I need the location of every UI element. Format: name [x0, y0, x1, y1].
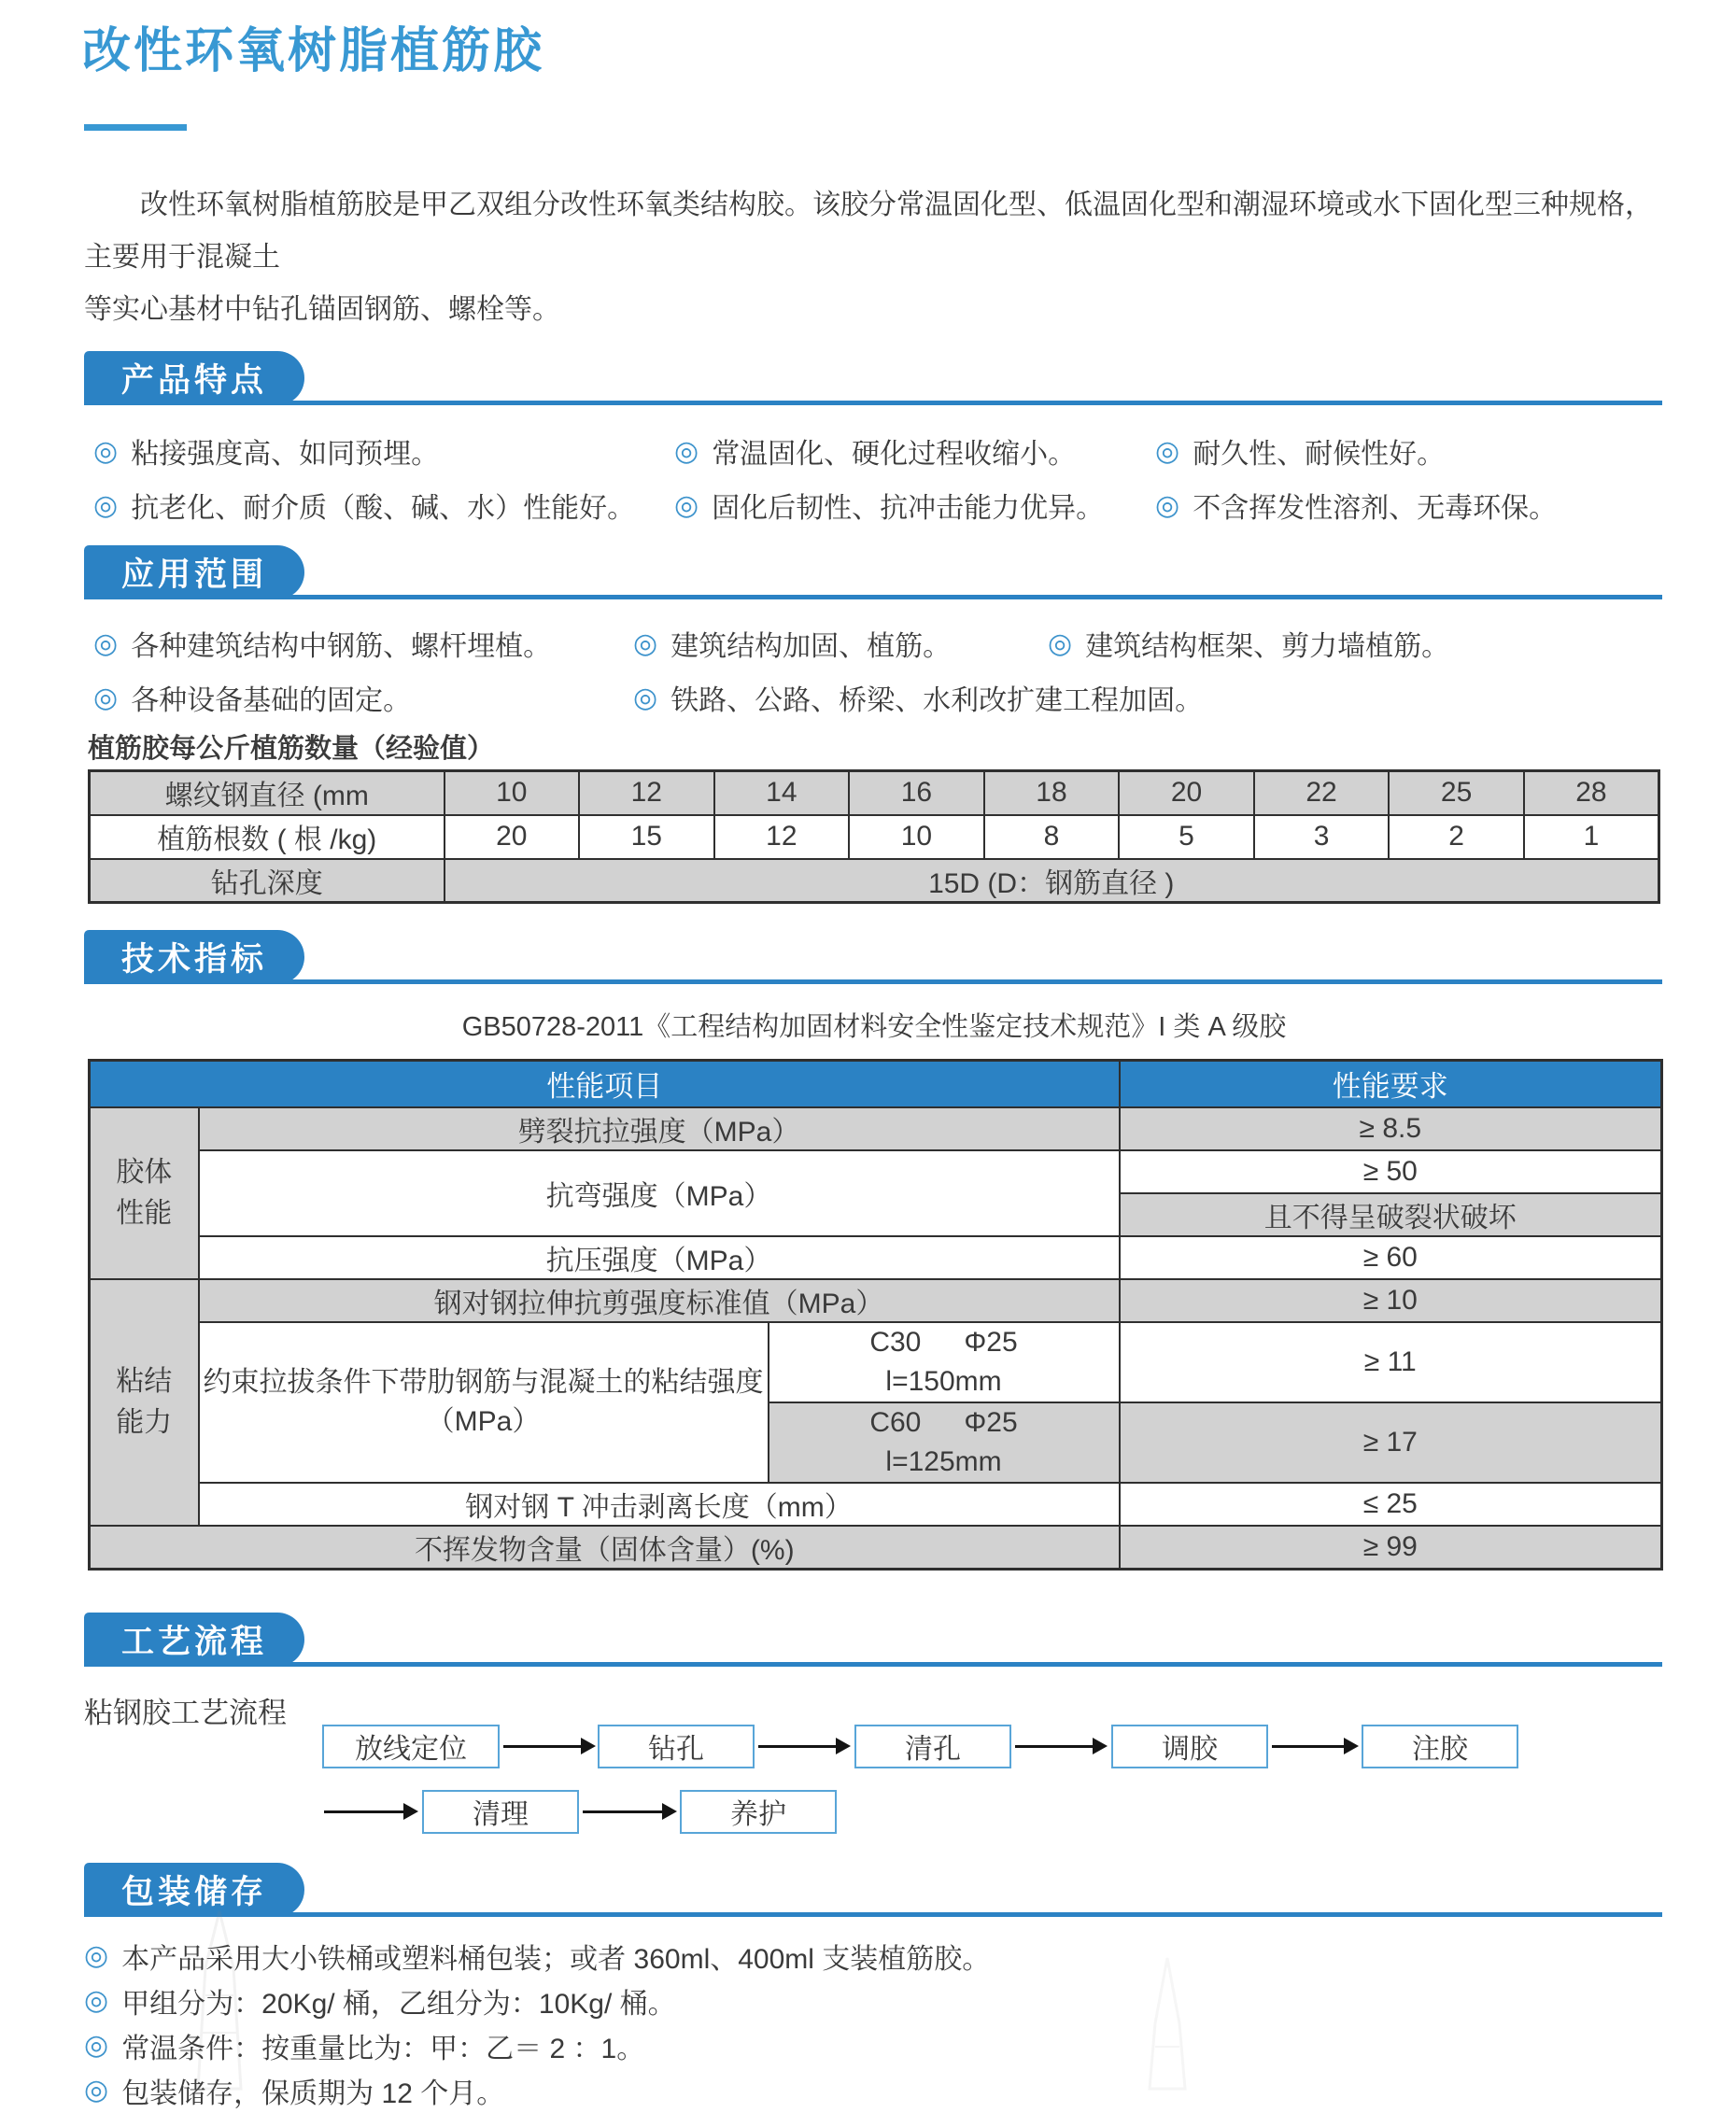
list-item	[84, 1979, 1662, 2023]
flow-arrow	[324, 1810, 404, 1813]
property-req: ≥ 8.5	[1120, 1107, 1662, 1150]
diameter-value: 25	[1389, 771, 1524, 815]
title-accent-dash	[84, 124, 187, 131]
embed-length-label: l=150mm	[885, 1365, 1002, 1397]
property-name: 不挥发物含量（固体含量）(%)	[90, 1526, 1120, 1570]
table-row	[90, 1150, 1662, 1193]
bullet-icon: ◎	[633, 682, 658, 713]
property-name: 抗压强度（MPa）	[199, 1236, 1120, 1279]
bullet-icon: ◎	[93, 682, 119, 713]
section-badge-storage: 包装储存	[84, 1863, 304, 1917]
depth-value: 15D (D：钢筋直径 )	[445, 859, 1659, 903]
flow-step-mix-glue: 调胶	[1111, 1725, 1268, 1768]
diameter-value: 22	[1254, 771, 1390, 815]
list-item	[1155, 484, 1680, 527]
list-item	[1048, 622, 1680, 665]
flow-step-cure: 养护	[680, 1790, 837, 1834]
flow-arrow	[503, 1745, 582, 1748]
storage-text: 本产品采用大小铁桶或塑料桶包装；或者 360ml、400ml 支装植筋胶。	[121, 1943, 991, 1975]
flow-arrow	[1015, 1745, 1094, 1748]
property-req: ≥ 50	[1120, 1150, 1662, 1193]
property-req: ≤ 25	[1120, 1483, 1662, 1526]
list-item	[93, 622, 633, 665]
section-head-process	[84, 1613, 1662, 1667]
row-label: 螺纹钢直径 (mm	[90, 771, 445, 815]
count-value: 8	[984, 815, 1120, 859]
list-item	[1155, 430, 1680, 472]
list-item	[93, 484, 674, 527]
property-req: ≥ 10	[1120, 1279, 1662, 1322]
property-name	[199, 1322, 769, 1483]
diameter-value: 10	[445, 771, 580, 815]
flow-arrow	[1272, 1745, 1345, 1748]
applications-list	[93, 622, 1680, 719]
count-value: 10	[849, 815, 984, 859]
bullet-icon: ◎	[674, 435, 699, 467]
bullet-icon: ◎	[674, 489, 699, 521]
watermark-building-right	[1135, 1958, 1200, 2089]
bullet-icon: ◎	[93, 489, 119, 521]
bullet-icon: ◎	[84, 1985, 109, 2016]
list-item	[84, 2023, 1662, 2068]
grade-label: C30	[869, 1326, 922, 1358]
section-badge-process: 工艺流程	[84, 1613, 304, 1667]
column-header-item: 性能项目	[90, 1061, 1120, 1107]
section-badge-applications: 应用范围	[84, 545, 304, 599]
bullet-icon: ◎	[84, 2075, 109, 2106]
feature-text: 粘接强度高、如同预埋。	[131, 439, 440, 470]
property-name: 钢对钢拉伸抗剪强度标准值（MPa）	[199, 1279, 1120, 1322]
flow-step-clean-hole: 清孔	[854, 1725, 1011, 1768]
intro-line-1: 改性环氧树脂植筋胶是甲乙双组分改性环氧类结构胶。该胶分常温固化型、低温固化型和潮湿环境或水下固化型三种规格，主要用于混凝土	[84, 190, 1653, 273]
rebar-table-caption: 植筋胶每公斤植筋数量（经验值）	[88, 734, 495, 764]
list-item	[84, 2068, 1662, 2113]
diameter-value: 20	[1119, 771, 1254, 815]
feature-text: 抗老化、耐介质（酸、碱、水）性能好。	[131, 493, 636, 524]
storage-text: 包装储存，保质期为 12 个月。	[121, 2078, 505, 2109]
column-header-req: 性能要求	[1120, 1061, 1662, 1107]
flow-step-cleanup: 清理	[422, 1790, 579, 1834]
group-label: 粘结能力	[116, 1365, 173, 1438]
section-rule	[86, 401, 1662, 405]
flow-arrow	[583, 1810, 663, 1813]
section-rule	[86, 1912, 1662, 1917]
storage-text: 甲组分为：20Kg/ 桶，乙组分为：10Kg/ 桶。	[121, 1988, 676, 2020]
spec-table	[88, 1059, 1663, 1571]
group-cell-bond	[90, 1279, 199, 1526]
table-row	[90, 771, 1659, 815]
flowchart-subtitle: 粘钢胶工艺流程	[84, 1696, 287, 1729]
count-value: 12	[714, 815, 850, 859]
property-name: 抗弯强度（MPa）	[199, 1150, 1120, 1236]
section-head-tech	[84, 930, 1662, 984]
bullet-icon: ◎	[93, 627, 119, 659]
group-cell-glue	[90, 1107, 199, 1279]
count-value: 5	[1119, 815, 1254, 859]
flow-arrow	[758, 1745, 837, 1748]
flow-step-layout: 放线定位	[322, 1725, 500, 1768]
count-value: 20	[445, 815, 580, 859]
row-label: 植筋根数 ( 根 /kg)	[90, 815, 445, 859]
watermark-building-left	[177, 1911, 261, 2089]
table-row	[90, 1322, 1662, 1402]
pullout-name-line2: （MPa）	[426, 1405, 541, 1437]
bar-diameter-label: Φ25	[964, 1406, 1018, 1438]
section-rule	[86, 595, 1662, 599]
bullet-icon: ◎	[1155, 489, 1180, 521]
pullout-name-line1: 约束拉拔条件下带肋钢筋与混凝土的粘结强度	[203, 1366, 764, 1398]
condition-cell-c60	[769, 1402, 1120, 1483]
count-value: 3	[1254, 815, 1390, 859]
table-header-row	[90, 1061, 1662, 1107]
bullet-icon: ◎	[93, 435, 119, 467]
bullet-icon: ◎	[84, 2030, 109, 2061]
section-rule	[86, 979, 1662, 984]
section-badge-features: 产品特点	[84, 351, 304, 405]
flow-step-inject: 注胶	[1362, 1725, 1518, 1768]
diameter-value: 14	[714, 771, 850, 815]
list-item	[674, 484, 1155, 527]
table-row	[90, 1483, 1662, 1526]
application-text: 各种设备基础的固定。	[131, 685, 412, 716]
table-row	[90, 1236, 1662, 1279]
condition-cell-c30	[769, 1322, 1120, 1402]
diameter-value: 16	[849, 771, 984, 815]
intro-line-2: 等实心基材中钻孔锚固钢筋、螺栓等。	[84, 294, 560, 325]
page-title: 改性环氧树脂植筋胶	[82, 24, 545, 78]
storage-text: 常温条件：按重量比为：甲：乙＝ 2 ：1。	[121, 2033, 645, 2064]
list-item	[93, 430, 674, 472]
grade-label: C60	[869, 1406, 922, 1438]
table-row	[90, 859, 1659, 903]
count-value: 1	[1524, 815, 1659, 859]
table-row	[90, 1526, 1662, 1570]
property-name: 钢对钢 T 冲击剥离长度（mm）	[199, 1483, 1120, 1526]
feature-text: 常温固化、硬化过程收缩小。	[712, 439, 1077, 470]
diameter-value: 28	[1524, 771, 1659, 815]
list-item	[93, 676, 633, 719]
property-req: ≥ 17	[1120, 1402, 1662, 1483]
standard-note: GB50728-2011《工程结构加固材料安全性鉴定技术规范》I 类 A 级胶	[461, 1012, 1287, 1042]
intro-paragraph	[84, 179, 1662, 336]
property-req-note: 且不得呈破裂状破坏	[1120, 1193, 1662, 1236]
process-flowchart	[0, 1687, 1736, 1851]
application-text: 各种建筑结构中钢筋、螺杆埋植。	[131, 631, 552, 662]
bar-diameter-label: Φ25	[964, 1326, 1018, 1358]
diameter-value: 12	[579, 771, 714, 815]
list-item	[633, 622, 1048, 665]
table-row	[90, 1279, 1662, 1322]
property-name: 劈裂抗拉强度（MPa）	[199, 1107, 1120, 1150]
count-value: 2	[1389, 815, 1524, 859]
feature-text: 不含挥发性溶剂、无毒环保。	[1193, 493, 1558, 524]
application-text: 建筑结构框架、剪力墙植筋。	[1085, 631, 1450, 662]
flow-step-drill: 钻孔	[598, 1725, 755, 1768]
bullet-icon: ◎	[633, 627, 658, 659]
bullet-icon: ◎	[1155, 435, 1180, 467]
section-head-storage	[84, 1863, 1662, 1917]
property-req: ≥ 60	[1120, 1236, 1662, 1279]
datasheet-page	[0, 24, 1736, 2109]
embed-length-label: l=125mm	[885, 1445, 1002, 1477]
table-row	[90, 1107, 1662, 1150]
bullet-icon: ◎	[84, 1940, 109, 1971]
section-head-features	[84, 351, 1662, 405]
feature-text: 固化后韧性、抗冲击能力优异。	[712, 493, 1105, 524]
section-head-applications	[84, 545, 1662, 599]
count-value: 15	[579, 815, 714, 859]
list-item	[633, 676, 1204, 719]
section-rule	[86, 1662, 1662, 1667]
application-text: 建筑结构加固、植筋。	[670, 631, 952, 662]
list-item	[84, 1934, 1662, 1979]
diameter-value: 18	[984, 771, 1120, 815]
list-item	[674, 430, 1155, 472]
property-req: ≥ 99	[1120, 1526, 1662, 1570]
application-text: 铁路、公路、桥梁、水利改扩建工程加固。	[670, 685, 1204, 716]
storage-list	[84, 1934, 1662, 2113]
bullet-icon: ◎	[1048, 627, 1073, 659]
rebar-count-table	[88, 769, 1660, 904]
group-label: 胶体性能	[116, 1156, 173, 1229]
feature-text: 耐久性、耐候性好。	[1193, 439, 1446, 470]
table-row	[90, 815, 1659, 859]
property-req: ≥ 11	[1120, 1322, 1662, 1402]
section-badge-tech: 技术指标	[84, 930, 304, 984]
row-label: 钻孔深度	[90, 859, 445, 903]
features-list	[93, 430, 1680, 527]
